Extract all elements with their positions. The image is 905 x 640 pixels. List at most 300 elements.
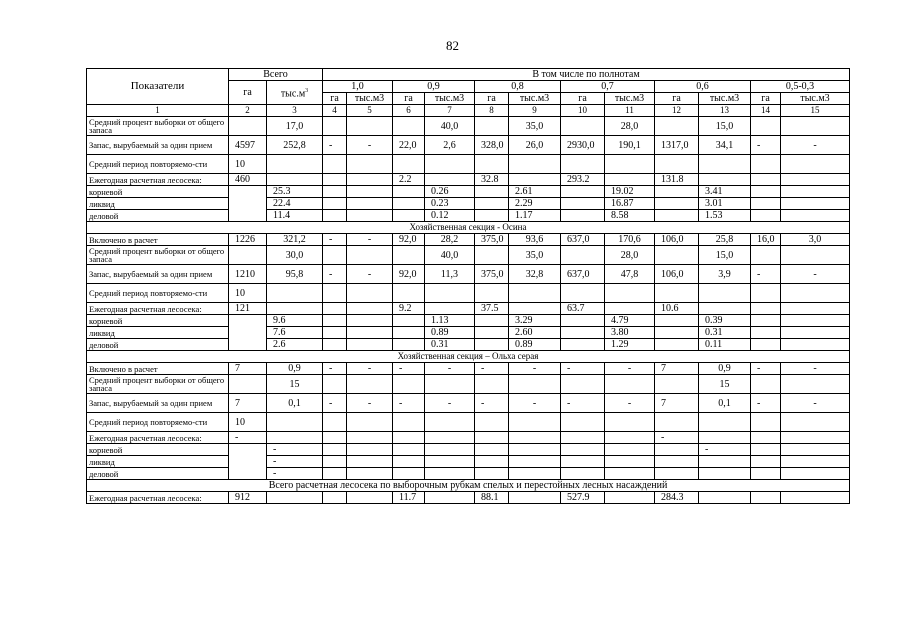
table-cell: 0,9 [699,363,751,375]
sub-row-label: корневой [87,315,229,327]
unit-volume: тыс.м3 [347,93,393,105]
table-cell [323,198,347,210]
table-row [87,315,850,327]
table-cell: 28,2 [425,234,475,246]
table-cell [425,444,475,456]
table-cell [655,246,699,265]
table-cell [347,117,393,136]
table-cell [655,117,699,136]
table-cell [267,432,323,444]
table-cell [605,413,655,432]
table-cell [751,468,781,480]
table-cell [751,456,781,468]
table-cell: - [347,265,393,284]
table-cell: - [323,363,347,375]
table-cell: 131.8 [655,174,699,186]
table-cell [561,315,605,327]
table-row [87,117,850,136]
table-cell: - [323,265,347,284]
table-cell: 11.4 [267,210,323,222]
table-cell [751,186,781,198]
table-row [87,394,850,413]
table-cell [347,327,393,339]
table-cell: 293.2 [561,174,605,186]
column-number: 1 [87,105,229,117]
table-cell: - [699,444,751,456]
table-cell [323,432,347,444]
table-row [87,327,850,339]
table-row [87,265,850,284]
table-cell: 321,2 [267,234,323,246]
table-cell [323,375,347,394]
column-number: 2 [229,105,267,117]
table-cell: 1226 [229,234,267,246]
table-cell [751,444,781,456]
table-cell: - [393,394,425,413]
table-cell: 25.3 [267,186,323,198]
sub-row-label: корневой [87,444,229,456]
table-cell: 3.41 [699,186,751,198]
table-cell [751,155,781,174]
table-cell: 16.87 [605,198,655,210]
table-cell [475,413,509,432]
table-cell [323,468,347,480]
table-cell: 88.1 [475,492,509,504]
table-cell: 1.53 [699,210,751,222]
table-row [87,413,850,432]
section-row [87,480,850,492]
row-label: Средний период повторяемо-сти [87,284,229,303]
table-cell [561,117,605,136]
table-cell: 47,8 [605,265,655,284]
table-cell: 1210 [229,265,267,284]
table-cell: - [751,136,781,155]
table-cell [781,284,850,303]
density-header: 0,7 [561,81,655,93]
table-cell: 328,0 [475,136,509,155]
table-cell: - [781,363,850,375]
table-cell [323,186,347,198]
unit-ha: га [323,93,347,105]
table-cell [561,456,605,468]
table-cell: 8.58 [605,210,655,222]
table-cell: 190,1 [605,136,655,155]
table-cell [475,339,509,351]
table-cell [347,210,393,222]
table-cell [267,284,323,303]
table-cell [323,246,347,265]
table-cell [347,432,393,444]
table-cell: 22.4 [267,198,323,210]
table-cell: 22,0 [393,136,425,155]
table-cell: - [781,136,850,155]
table-cell: - [425,363,475,375]
table-cell [561,468,605,480]
table-cell [781,444,850,456]
table-cell [781,117,850,136]
table-cell [425,284,475,303]
table-cell: - [655,432,699,444]
table-cell [393,375,425,394]
table-cell: - [475,363,509,375]
table-cell: 11,3 [425,265,475,284]
table-cell [655,186,699,198]
table-cell [751,315,781,327]
table-row [87,492,850,504]
indicators-header: Показатели [87,69,229,105]
table-cell: 28,0 [605,246,655,265]
table-cell: 527.9 [561,492,605,504]
table-cell [323,210,347,222]
unit-volume: тыс.м3 [699,93,751,105]
table-cell: 3,9 [699,265,751,284]
merged-empty-cell [229,186,267,222]
table-cell: - [229,432,267,444]
table-cell [781,246,850,265]
table-cell [393,444,425,456]
table-cell [347,174,393,186]
table-cell [425,456,475,468]
table-cell: 0.12 [425,210,475,222]
table-cell: - [605,394,655,413]
table-cell [781,456,850,468]
table-row [87,375,850,394]
table-cell [781,375,850,394]
table-cell: 11.7 [393,492,425,504]
row-label: Ежегодная расчетная лесосека: [87,303,229,315]
table-cell [393,186,425,198]
by-density-header: В том числе по полнотам [323,69,850,81]
table-cell [561,375,605,394]
table-cell [425,375,475,394]
table-cell: 170,6 [605,234,655,246]
table-cell: 375,0 [475,234,509,246]
table-cell [751,327,781,339]
table-cell [323,492,347,504]
table-cell [781,198,850,210]
unit-ha: га [655,93,699,105]
table-cell: 1.17 [509,210,561,222]
table-cell [605,456,655,468]
section-title: Хозяйственная секция – Ольха серая [87,351,850,363]
table-cell [475,468,509,480]
table-cell: 0.31 [699,327,751,339]
table-cell [655,155,699,174]
table-cell [561,327,605,339]
table-cell: 0.31 [425,339,475,351]
table-cell [781,315,850,327]
table-cell [781,303,850,315]
table-cell: 3.29 [509,315,561,327]
table-cell [475,155,509,174]
table-cell [347,303,393,315]
table-cell [323,327,347,339]
table-cell [393,198,425,210]
table-cell [393,413,425,432]
table-cell [655,456,699,468]
table-cell: 9.6 [267,315,323,327]
table-cell [781,339,850,351]
table-cell [323,284,347,303]
table-cell [561,444,605,456]
table-cell [509,375,561,394]
table-cell: 7 [229,363,267,375]
table-cell [347,155,393,174]
table-cell: 15 [267,375,323,394]
table-cell [323,444,347,456]
row-label: Средний период повторяемо-сти [87,155,229,174]
table-cell: 40,0 [425,246,475,265]
table-cell [751,210,781,222]
table-cell [323,155,347,174]
table-cell [605,375,655,394]
table-cell: 0,9 [267,363,323,375]
table-cell [781,210,850,222]
table-cell: 0,1 [267,394,323,413]
table-cell: 912 [229,492,267,504]
column-number: 13 [699,105,751,117]
density-header: 1,0 [323,81,393,93]
table-cell [509,468,561,480]
table-cell: 2.29 [509,198,561,210]
table-cell [781,186,850,198]
table-cell [509,174,561,186]
table-cell: 1.13 [425,315,475,327]
unit-volume: тыс.м3 [425,93,475,105]
table-cell [561,284,605,303]
table-cell [475,432,509,444]
table-cell: 2.61 [509,186,561,198]
column-number: 4 [323,105,347,117]
table-cell [475,186,509,198]
table-cell: 10.6 [655,303,699,315]
table-cell: 3.01 [699,198,751,210]
table-cell: 15,0 [699,117,751,136]
table-cell [323,174,347,186]
table-cell: 34,1 [699,136,751,155]
table-row [87,234,850,246]
table-cell [347,456,393,468]
row-label: Средний процент выборки от общего запаса [87,117,229,136]
table-cell: 106,0 [655,234,699,246]
table-cell [323,315,347,327]
table-cell: 460 [229,174,267,186]
table-cell [347,246,393,265]
table-cell [781,413,850,432]
table-cell [323,303,347,315]
table-cell: - [509,363,561,375]
table-cell: 252,8 [267,136,323,155]
table-cell: 121 [229,303,267,315]
table-cell [751,303,781,315]
column-number: 6 [393,105,425,117]
sub-row-label: деловой [87,468,229,480]
unit-ha: га [561,93,605,105]
table-cell [751,375,781,394]
table-cell [475,117,509,136]
table-cell [475,284,509,303]
table-cell: 25,8 [699,234,751,246]
table-row [87,303,850,315]
table-cell [393,284,425,303]
table-row [87,186,850,198]
table-cell [655,339,699,351]
row-label: Запас, вырубаемый за один прием [87,136,229,155]
table-cell [323,339,347,351]
table-cell [475,327,509,339]
table-cell: 63.7 [561,303,605,315]
volume-unit: тыс.м [280,88,306,100]
table-cell: 4597 [229,136,267,155]
unit-volume: тыс.м3 [781,93,850,105]
row-label: Средний процент выборки от общего запаса [87,246,229,265]
table-row [87,198,850,210]
table-cell [475,375,509,394]
table-cell [323,456,347,468]
table-cell [393,210,425,222]
sub-row-label: ликвид [87,456,229,468]
table-cell [509,492,561,504]
table-cell: - [393,363,425,375]
table-cell [605,432,655,444]
table-cell: 92,0 [393,265,425,284]
table-cell [605,468,655,480]
table-cell [347,468,393,480]
table-cell [655,413,699,432]
table-cell [605,155,655,174]
row-label: Включено в расчет [87,234,229,246]
table-cell: - [323,136,347,155]
table-cell: - [347,394,393,413]
table-cell [347,284,393,303]
page-number: 82 [446,38,459,53]
table-cell: 26,0 [509,136,561,155]
table-cell: - [605,363,655,375]
table-cell [347,198,393,210]
table-cell: 2,6 [425,136,475,155]
table-cell [267,413,323,432]
table-cell [751,198,781,210]
table-cell [751,246,781,265]
table-cell [509,456,561,468]
column-number: 14 [751,105,781,117]
table-cell [699,284,751,303]
table-cell [425,174,475,186]
table-cell: - [323,234,347,246]
table-cell: 1.29 [605,339,655,351]
table-cell [475,246,509,265]
table-cell [509,284,561,303]
table-cell [393,315,425,327]
table-cell: - [509,394,561,413]
table-cell [781,432,850,444]
unit-volume: тыс.м3 [509,93,561,105]
row-label: Ежегодная расчетная лесосека: [87,432,229,444]
table-cell: 93,6 [509,234,561,246]
table-cell: 0,1 [699,394,751,413]
table-cell: 30,0 [267,246,323,265]
table-cell [781,492,850,504]
table-row [87,174,850,186]
density-header: 0,8 [475,81,561,93]
table-cell [751,413,781,432]
table-cell: 16,0 [751,234,781,246]
table-cell: 40,0 [425,117,475,136]
table-cell: 19.02 [605,186,655,198]
table-cell [509,444,561,456]
table-cell: 637,0 [561,234,605,246]
table-cell: - [267,444,323,456]
section-title: Хозяйственная секция - Осина [87,222,850,234]
table-cell [655,284,699,303]
table-cell [267,492,323,504]
table-cell [475,198,509,210]
table-cell: 2.6 [267,339,323,351]
volume-unit-exponent: 3 [305,87,309,94]
unit-ha: га [393,93,425,105]
section-row [87,222,850,234]
table-row [87,432,850,444]
density-header: 0,6 [655,81,751,93]
table-row [87,468,850,480]
table-cell [393,432,425,444]
table-cell [475,444,509,456]
table-cell: 375,0 [475,265,509,284]
table-cell [561,413,605,432]
table-cell [509,413,561,432]
row-label: Включено в расчет [87,363,229,375]
unit-ha: га [475,93,509,105]
table-cell [655,315,699,327]
table-cell [425,432,475,444]
row-label: Ежегодная расчетная лесосека: [87,174,229,186]
table-cell [323,413,347,432]
table-cell [655,327,699,339]
table-row [87,339,850,351]
table-cell [699,174,751,186]
column-number: 8 [475,105,509,117]
table-cell [699,468,751,480]
table-cell: 32,8 [509,265,561,284]
table-cell [751,339,781,351]
table-cell [655,198,699,210]
table-row [87,456,850,468]
table-cell [655,468,699,480]
table-cell [509,303,561,315]
table-cell: 10 [229,155,267,174]
table-cell [393,246,425,265]
table-cell [605,303,655,315]
table-row [87,155,850,174]
column-number: 9 [509,105,561,117]
table-cell [267,155,323,174]
column-number: 5 [347,105,393,117]
table-cell [561,246,605,265]
table-cell [267,303,323,315]
table-cell [655,210,699,222]
unit-volume: тыс.м3 [605,93,655,105]
table-cell: - [475,394,509,413]
table-cell: 0.11 [699,339,751,351]
table-cell: - [347,363,393,375]
sub-row-label: деловой [87,339,229,351]
table-cell [751,492,781,504]
table-cell: 637,0 [561,265,605,284]
allowable-cut-table [86,68,850,504]
sub-row-label: деловой [87,210,229,222]
table-cell [393,468,425,480]
table-cell [605,492,655,504]
